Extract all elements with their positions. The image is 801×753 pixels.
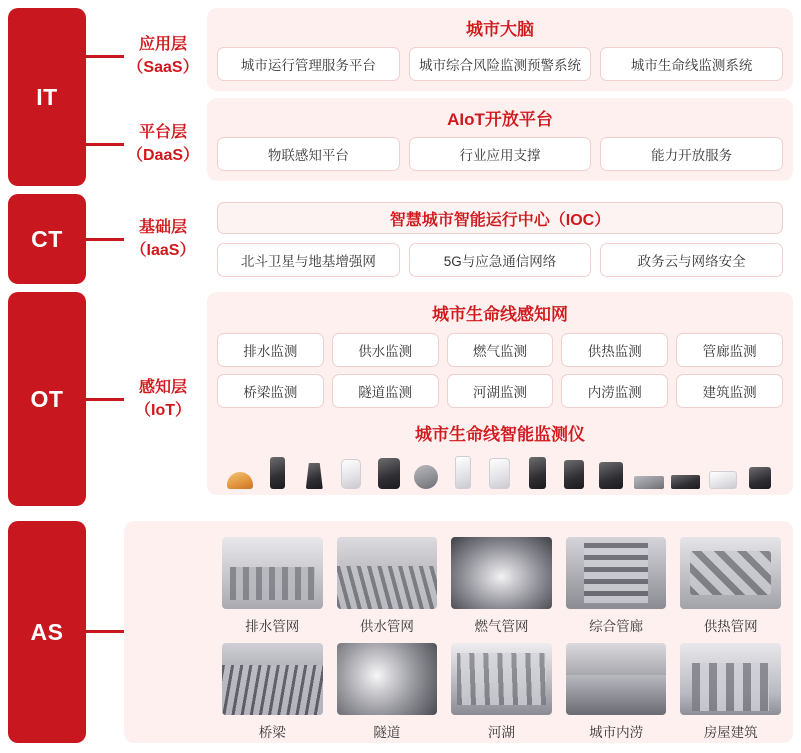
- gas-pipeline-photo: [451, 537, 552, 609]
- scenario-card-drainage-network[interactable]: [222, 537, 323, 635]
- utility-tunnel-photo: [566, 537, 667, 609]
- panel-application: [207, 8, 793, 91]
- row-label-perception-line1: 感知层: [138, 379, 187, 396]
- pillar-ct: [8, 194, 86, 284]
- terminal-device: [485, 455, 515, 489]
- perception-item-1[interactable]: 供水监测: [332, 333, 439, 367]
- perception-items-row2: [217, 374, 783, 408]
- connector-ct-iaas: [86, 238, 124, 241]
- infrastructure-item-2[interactable]: 政务云与网络安全: [600, 243, 783, 277]
- application-items: [217, 47, 783, 81]
- infrastructure-title-chip[interactable]: 智慧城市智能运行中心（IOC）: [217, 202, 783, 234]
- perception-item-9[interactable]: 建筑监测: [676, 374, 783, 408]
- building-photo: [680, 643, 781, 715]
- connector-it-daas: [86, 143, 124, 146]
- row-label-perception: [124, 376, 202, 422]
- row-label-platform: [124, 121, 202, 167]
- row-label-infrastructure-line2: （IaaS）: [130, 242, 196, 260]
- wall-box-device: [374, 455, 404, 489]
- scenario-card-tunnel[interactable]: [337, 643, 438, 741]
- scenario-card-building[interactable]: [680, 643, 781, 741]
- scenario-caption-2: 燃气管网: [474, 619, 529, 634]
- panel-platform-title: AIoT开放平台: [447, 110, 553, 129]
- row-label-platform-line2: （DaaS）: [126, 147, 200, 165]
- scenario-caption-7: 河湖: [487, 725, 515, 740]
- heating-network-photo: [680, 537, 781, 609]
- scenario-card-heating-network[interactable]: [680, 537, 781, 635]
- cube-sensor-device: [745, 455, 775, 489]
- dome-sensor-device: [225, 455, 255, 489]
- perception-item-0[interactable]: 排水监测: [217, 333, 324, 367]
- platform-items: [217, 137, 783, 171]
- infrastructure-item-0[interactable]: 北斗卫星与地基增强网: [217, 243, 400, 277]
- perception-item-5[interactable]: 桥梁监测: [217, 374, 324, 408]
- cylinder-sensor-device: [262, 455, 292, 489]
- platform-item-1[interactable]: 行业应用支撑: [409, 137, 592, 171]
- perception-item-8[interactable]: 内涝监测: [561, 374, 668, 408]
- scenario-card-utility-tunnel[interactable]: [566, 537, 667, 635]
- scenario-caption-3: 综合管廊: [589, 619, 644, 634]
- dual-box-device: [596, 455, 626, 489]
- scenario-caption-0: 排水管网: [245, 619, 300, 634]
- drainage-network-photo: [222, 537, 323, 609]
- application-item-1[interactable]: 城市综合风险监测预警系统: [409, 47, 592, 81]
- black-box-device: [559, 455, 589, 489]
- pillar-it: [8, 8, 86, 186]
- panel-platform: [207, 98, 793, 181]
- water-meter-device: [336, 455, 366, 489]
- infrastructure-items: [217, 243, 783, 277]
- application-item-2[interactable]: 城市生命线监测系统: [600, 47, 783, 81]
- white-panel-device: [708, 455, 738, 489]
- row-label-application: [124, 33, 202, 79]
- row-label-infrastructure: [124, 216, 202, 262]
- device-section-title: 城市生命线智能监测仪: [415, 425, 585, 444]
- tunnel-photo: [337, 643, 438, 715]
- infrastructure-item-1[interactable]: 5G与应急通信网络: [409, 243, 592, 277]
- tapered-sensor-device: [299, 455, 329, 489]
- perception-item-6[interactable]: 隧道监测: [332, 374, 439, 408]
- row-label-perception-line2: （IoT）: [135, 402, 191, 420]
- slim-tower-device: [448, 455, 478, 489]
- pillar-ot: [8, 292, 86, 506]
- row-label-infrastructure-line1: 基础层: [138, 219, 187, 236]
- urban-waterlogging-photo: [566, 643, 667, 715]
- panel-application-title: 城市大脑: [466, 20, 534, 39]
- antenna-gateway-device: [634, 455, 664, 489]
- device-strip: [221, 455, 779, 489]
- pillar-as-label: AS: [30, 618, 64, 645]
- scenario-caption-5: 桥梁: [258, 725, 286, 740]
- scenario-card-gas-pipeline[interactable]: [451, 537, 552, 635]
- scenario-card-urban-waterlogging[interactable]: [566, 643, 667, 741]
- perception-item-3[interactable]: 供热监测: [561, 333, 668, 367]
- connector-ot-iot: [86, 398, 124, 401]
- pillar-it-label: IT: [36, 83, 58, 110]
- water-supply-network-photo: [337, 537, 438, 609]
- flat-module-device: [671, 455, 701, 489]
- scenario-caption-1: 供水管网: [359, 619, 414, 634]
- bridge-photo: [222, 643, 323, 715]
- connector-as-scene: [86, 630, 124, 633]
- round-gauge-device: [411, 455, 441, 489]
- scenario-card-bridge[interactable]: [222, 643, 323, 741]
- row-label-platform-line1: 平台层: [138, 124, 187, 141]
- scenario-grid: [222, 537, 781, 741]
- panel-infrastructure: [207, 194, 793, 284]
- row-label-application-line2: （SaaS）: [127, 59, 199, 77]
- scenario-card-river-lake[interactable]: [451, 643, 552, 741]
- pillar-as: [8, 521, 86, 743]
- perception-item-2[interactable]: 燃气监测: [447, 333, 554, 367]
- platform-item-0[interactable]: 物联感知平台: [217, 137, 400, 171]
- pillar-ct-label: CT: [31, 225, 63, 252]
- application-item-0[interactable]: 城市运行管理服务平台: [217, 47, 400, 81]
- keypad-panel-device: [522, 455, 552, 489]
- scenario-caption-4: 供热管网: [703, 619, 758, 634]
- connector-it-saas: [86, 55, 124, 58]
- scenario-caption-6: 隧道: [373, 725, 401, 740]
- scenario-caption-9: 房屋建筑: [703, 725, 758, 740]
- panel-perception: [207, 292, 793, 495]
- platform-item-2[interactable]: 能力开放服务: [600, 137, 783, 171]
- scenario-caption-8: 城市内涝: [589, 725, 644, 740]
- perception-item-4[interactable]: 管廊监测: [676, 333, 783, 367]
- panel-perception-title: 城市生命线感知网: [432, 305, 568, 324]
- river-lake-photo: [451, 643, 552, 715]
- row-label-application-line1: 应用层: [138, 36, 187, 53]
- pillar-ot-label: OT: [30, 385, 64, 412]
- perception-item-7[interactable]: 河湖监测: [447, 374, 554, 408]
- perception-items-row1: [217, 333, 783, 367]
- scenario-card-water-supply-network[interactable]: [337, 537, 438, 635]
